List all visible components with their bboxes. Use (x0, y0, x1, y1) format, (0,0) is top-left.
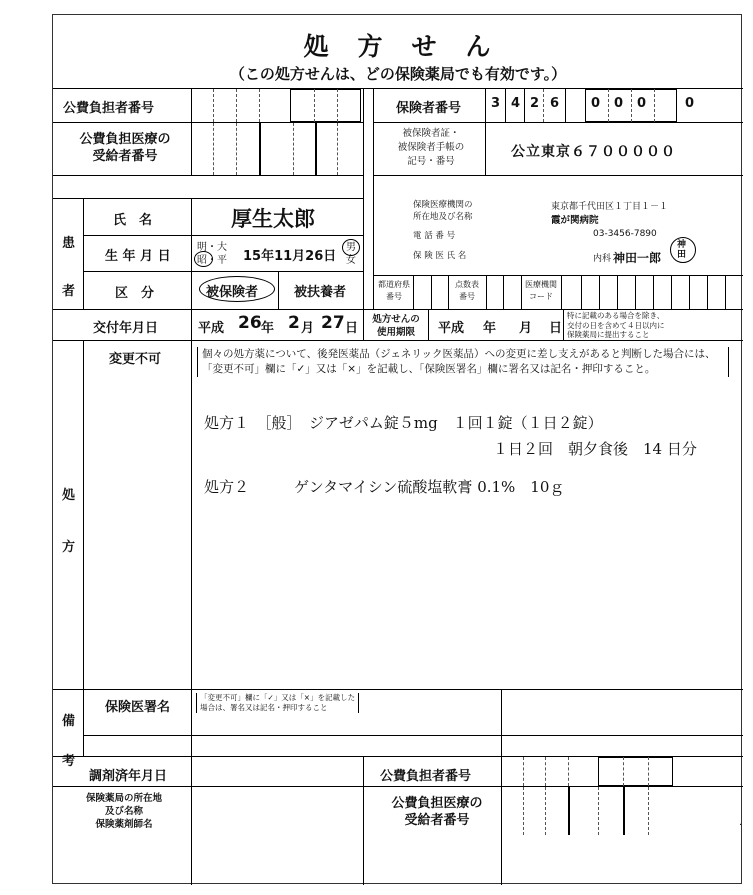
dob-label: 生 年 月 日 (105, 249, 171, 264)
issue-day-unit: 日 (345, 321, 359, 336)
validity-day-unit: 日 (549, 321, 563, 336)
doctor-seal-text: 神 田 (677, 240, 687, 260)
sex-options: 男 女 (346, 242, 356, 266)
prescription-form (52, 14, 742, 884)
issue-month: 2 (288, 313, 300, 333)
patient-name: 厚生太郎 (231, 207, 315, 231)
insurer-digit: 4 (511, 96, 521, 111)
issue-day: 27 (321, 313, 345, 333)
rx-1-line-1: 処方１ ［般］ ジアゼパム錠５mg １回１錠（１日２錠） (204, 414, 603, 432)
no-change-label: 変更不可 (109, 352, 162, 367)
insurer-digit: 0 (637, 96, 647, 111)
dispense-date-label: 調剤済年月日 (89, 769, 168, 784)
validity-month-unit: 月 (519, 321, 533, 336)
doctor-sign-label: 保険医署名 (105, 700, 171, 715)
clinic-address: 東京都千代田区１丁目１－１ (551, 202, 669, 212)
form-title: 処 方 せ ん (303, 32, 493, 61)
era-options: 明・大 昭・平 (197, 242, 227, 266)
clinic-doctor: 神田一郎 (613, 251, 662, 265)
payer-no-box[interactable] (290, 89, 361, 122)
issue-month-unit: 月 (301, 321, 315, 336)
inst-code-label: 医療機関 コード (525, 280, 557, 301)
insurer-digit: 3 (491, 96, 501, 111)
sex-selected-circle (342, 239, 360, 256)
insurer-digit: 0 (685, 96, 695, 111)
validity-era: 平成 (438, 321, 465, 336)
points-label: 点数表 番号 (455, 280, 479, 301)
sign-note: 「変更不可」欄に「✓」又は「×」を記載した 場合は、署名又は記名・押印すること (196, 693, 359, 713)
patient-side-label: 患 者 (62, 236, 76, 299)
category-selected-circle (199, 276, 275, 302)
rx-side-label: 処 方 (62, 488, 76, 555)
recipient-no-label-2: 公費負担医療の 受給者番号 (391, 796, 483, 828)
clinic-phone: 03-3456-7890 (593, 229, 657, 239)
phone-label: 電 話 番 号 (413, 231, 456, 241)
form-subtitle: （この処方せんは、どの保険薬局でも有効です。） (229, 65, 567, 83)
insured-card-label: 被保険者証・ 被保険者手帳の 記号・番号 (397, 128, 465, 167)
validity-year-unit: 年 (483, 321, 497, 336)
pref-label: 都道府県 番号 (378, 280, 410, 301)
category-insured: 被保険者 (206, 285, 259, 300)
patient-dob: 15年11月26日 (243, 249, 337, 264)
insurer-digit: 6 (550, 96, 560, 111)
clinic-addr-label: 保険医療機関の 所在地及び名称 (413, 200, 473, 222)
generic-notice: 個々の処方薬について、後発医薬品（ジェネリック医薬品）への変更に差し支えがあると判断した場合には、「変更不可」欄に「✓」又は「×」を記載し、「保険医署名」欄に署名又は記名・押印すること。 (197, 347, 729, 377)
issue-year: 26 (238, 313, 262, 333)
category-dependent: 被扶養者 (294, 285, 347, 300)
payer-no-label-2: 公費負担者番号 (380, 769, 472, 784)
recipient-no-label: 公費負担医療の 受給者番号 (79, 132, 171, 164)
payer-no-label: 公費負担者番号 (63, 101, 155, 116)
remarks-side-label: 備 考 (62, 714, 76, 769)
insured-number: 公立東京６７０００００ (511, 144, 676, 160)
issue-date-label: 交付年月日 (93, 321, 159, 336)
insurer-digit: 2 (530, 96, 540, 111)
category-label: 区 分 (115, 286, 155, 301)
insurer-digit: 0 (614, 96, 624, 111)
rx-1-line-2: １日２回 朝夕食後 14 日分 (493, 440, 697, 458)
margin-dot: · (739, 820, 743, 831)
clinic-name: 霞が関病院 (551, 215, 599, 226)
insurer-no-label: 保険者番号 (396, 101, 462, 116)
era-selected-circle (194, 251, 213, 267)
validity-note: 特に記載のある場合を除き、 交付の日を含めて４日以内に 保険薬局に提出すること (567, 311, 665, 339)
clinic-dept: 内科 (593, 254, 612, 264)
insurer-digit: 0 (591, 96, 601, 111)
name-label: 氏 名 (113, 213, 153, 228)
issue-year-unit: 年 (261, 321, 275, 336)
rx-2-line-1: 処方２ ゲンタマイシン硫酸塩軟膏 0.1% 10ｇ (204, 478, 565, 496)
pharmacy-label: 保険薬局の所在地 及び名称 保険薬剤師名 (85, 793, 162, 830)
issue-era: 平成 (198, 321, 225, 336)
validity-label: 処方せんの 使用期限 (372, 314, 420, 338)
doctor-label: 保 険 医 氏 名 (413, 251, 467, 261)
